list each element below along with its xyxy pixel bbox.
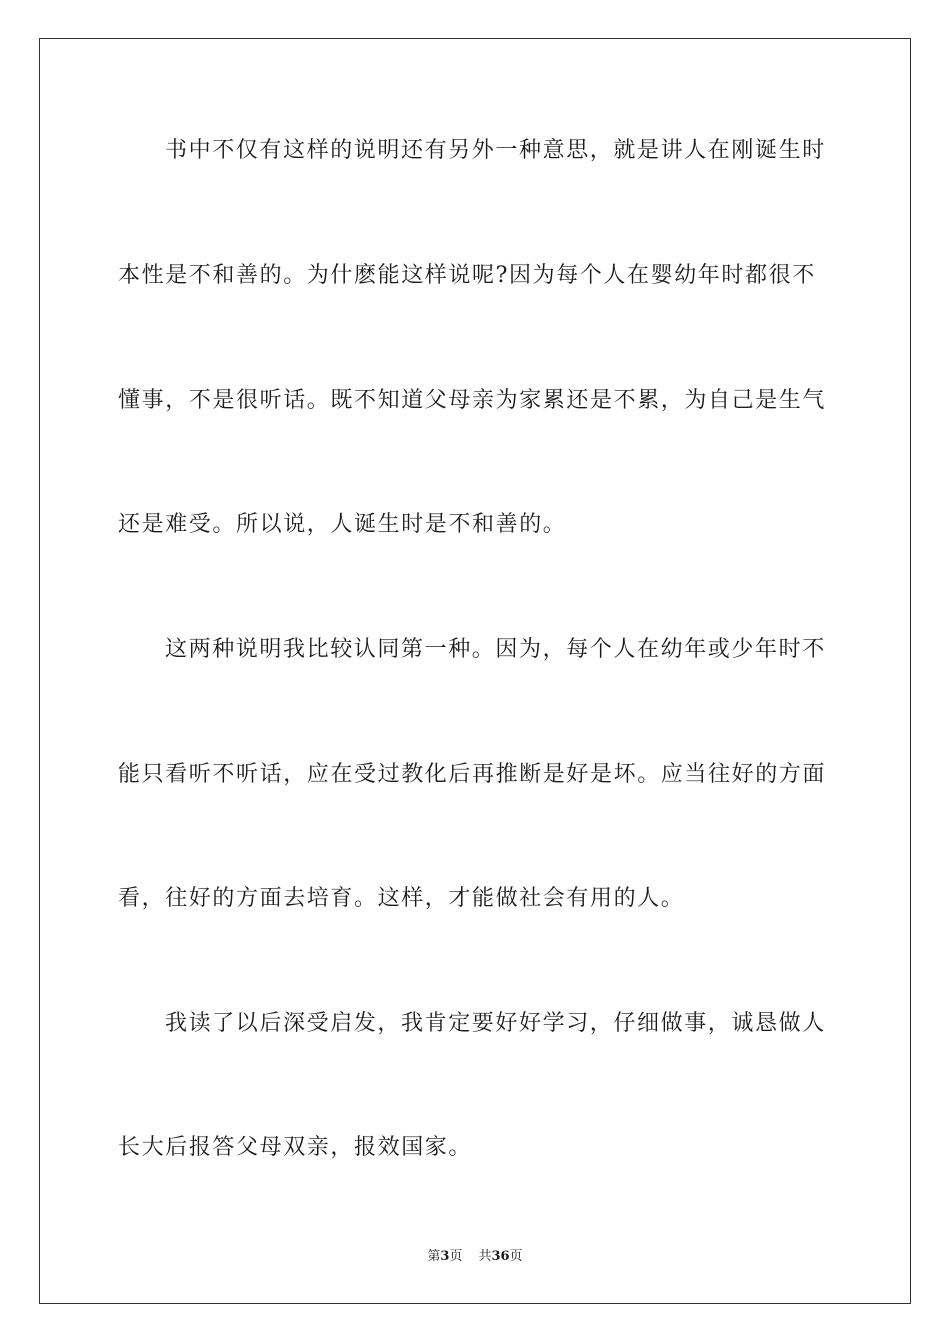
- page-suffix: 页: [449, 1249, 463, 1264]
- page-number: 3: [440, 1249, 450, 1264]
- page-border: [39, 38, 911, 1304]
- paragraph-1-line-3: 懂事，不是很听话。既不知道父母亲为家累还是不累，为自己是生气: [118, 388, 827, 413]
- paragraph-1-line-1: 书中不仅有这样的说明还有另外一种意思，就是讲人在刚诞生时: [165, 138, 826, 163]
- total-prefix: 共: [478, 1249, 492, 1264]
- paragraph-3-line-2: 长大后报答父母双亲，报效国家。: [118, 1135, 473, 1160]
- paragraph-2-line-3: 看，往好的方面去培育。这样，才能做社会有用的人。: [118, 886, 685, 911]
- paragraph-1-line-4: 还是难受。所以说，人诞生时是不和善的。: [118, 512, 567, 537]
- total-suffix: 页: [509, 1249, 523, 1264]
- page-footer: [0, 1248, 950, 1266]
- paragraph-2-line-1: 这两种说明我比较认同第一种。因为，每个人在幼年或少年时不: [165, 637, 826, 662]
- total-pages: 36: [491, 1249, 510, 1264]
- paragraph-1-line-2: 本性是不和善的。为什麽能这样说呢?因为每个人在婴幼年时都很不: [118, 263, 816, 288]
- paragraph-3-line-1: 我读了以后深受启发，我肯定要好好学习，仔细做事，诚恳做人: [165, 1011, 826, 1036]
- paragraph-2-line-2: 能只看听不听话，应在受过教化后再推断是好是坏。应当往好的方面: [118, 762, 827, 787]
- page-prefix: 第: [427, 1249, 441, 1264]
